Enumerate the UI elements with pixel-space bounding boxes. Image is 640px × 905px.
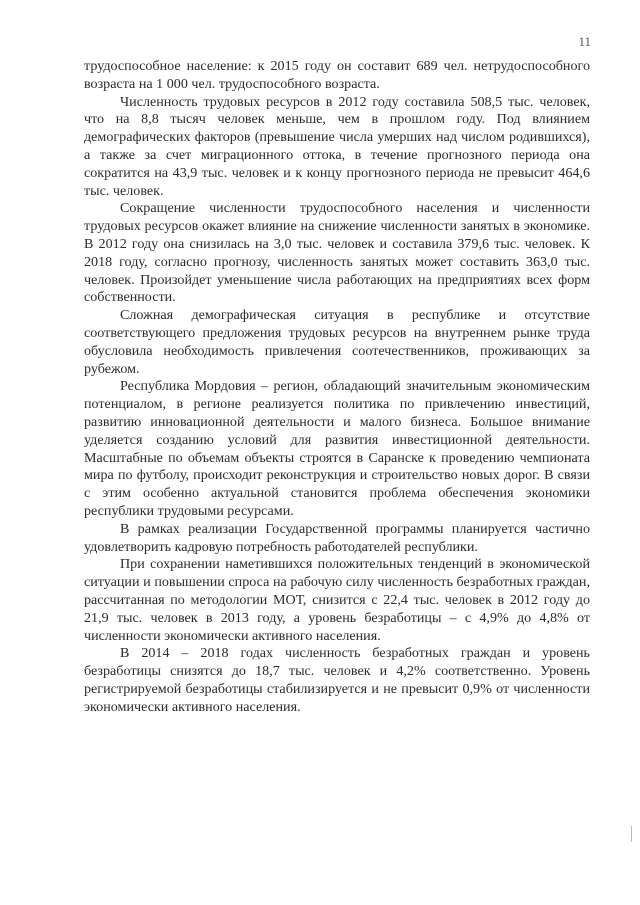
paragraph-population: трудоспособное население: к 2015 году он составит 689 чел. нетрудоспособного возраста на 1 000 чел. трудоспособного возраста. [84,58,590,92]
scan-edge-mark [631,826,632,842]
paragraph-unemployment-2014-2018: В 2014 – 2018 годах численность безработных граждан и уровень безработицы снизятся до 18,7 тыс. человек и 4,2% соответственно. Уровень регистрируемой безработицы стабилизируется и не превысит 0,9% от численности экономически активного населения. [84,645,590,715]
paragraph-labor-resources: Численность трудовых ресурсов в 2012 году составила 508,5 тыс. человек, что на 8,8 тысяч человек меньше, чем в прошлом году. Под влиянием демографических факторов (превышение числа умерших над числом родившихся), а также за счет миграционного оттока, в течение прогнозного периода она сократится на 43,9 тыс. человек и к концу прогнозного периода не превысит 464,6 тыс. человек. [84,93,590,199]
paragraph-unemployment-forecast: При сохранении наметившихся положительных тенденций в экономической ситуации и повышении спроса на рабочую силу численность безработных граждан, рассчитанная по методологии МОТ, снизится с 22,4 тыс. человек в 2012 году до 21,9 тыс. человек в 2013 году, а уровень безработицы – с 4,9% до 4,8% от численности экономически активного населения. [84,556,590,644]
paragraph-employment: Сокращение численности трудоспособного населения и численности трудовых ресурсов окажет влияние на снижение численности занятых в экономике. В 2012 году она снизилась на 3,0 тыс. человек и составила 379,6 тыс. человек. К 2018 году, согласно прогнозу, численность занятых может составить 363,0 тыс. человек. Произойдет уменьшение числа работающих на предприятиях всех форм собственности. [84,200,590,306]
page-number: 11 [578,34,591,49]
paragraph-mordovia-region: Республика Мордовия – регион, обладающий значительным экономическим потенциалом, в регионе реализуется политика по привлечению инвестиций, развитию инновационной деятельности и малого бизнеса. Большое внимание уделяется созданию условий для развития инвестиционной деятельности. Масштабные по объемам объекты строятся в Саранске к проведению чемпионата мира по футболу, происходит реконструкция и строительство новых дорог. В связи с этим особенно актуальной становится проблема обеспечения экономики республики трудовыми ресурсами. [84,378,590,519]
document-body [84,58,590,716]
paragraph-demographic-situation: Сложная демографическая ситуация в республике и отсутствие соответствующего предложения трудовых ресурсов на внутреннем рынке труда обусловила необходимость привлечения соотечественников, проживающих за рубежом. [84,307,590,377]
paragraph-state-program: В рамках реализации Государственной программы планируется частично удовлетворить кадровую потребность работодателей республики. [84,520,590,555]
